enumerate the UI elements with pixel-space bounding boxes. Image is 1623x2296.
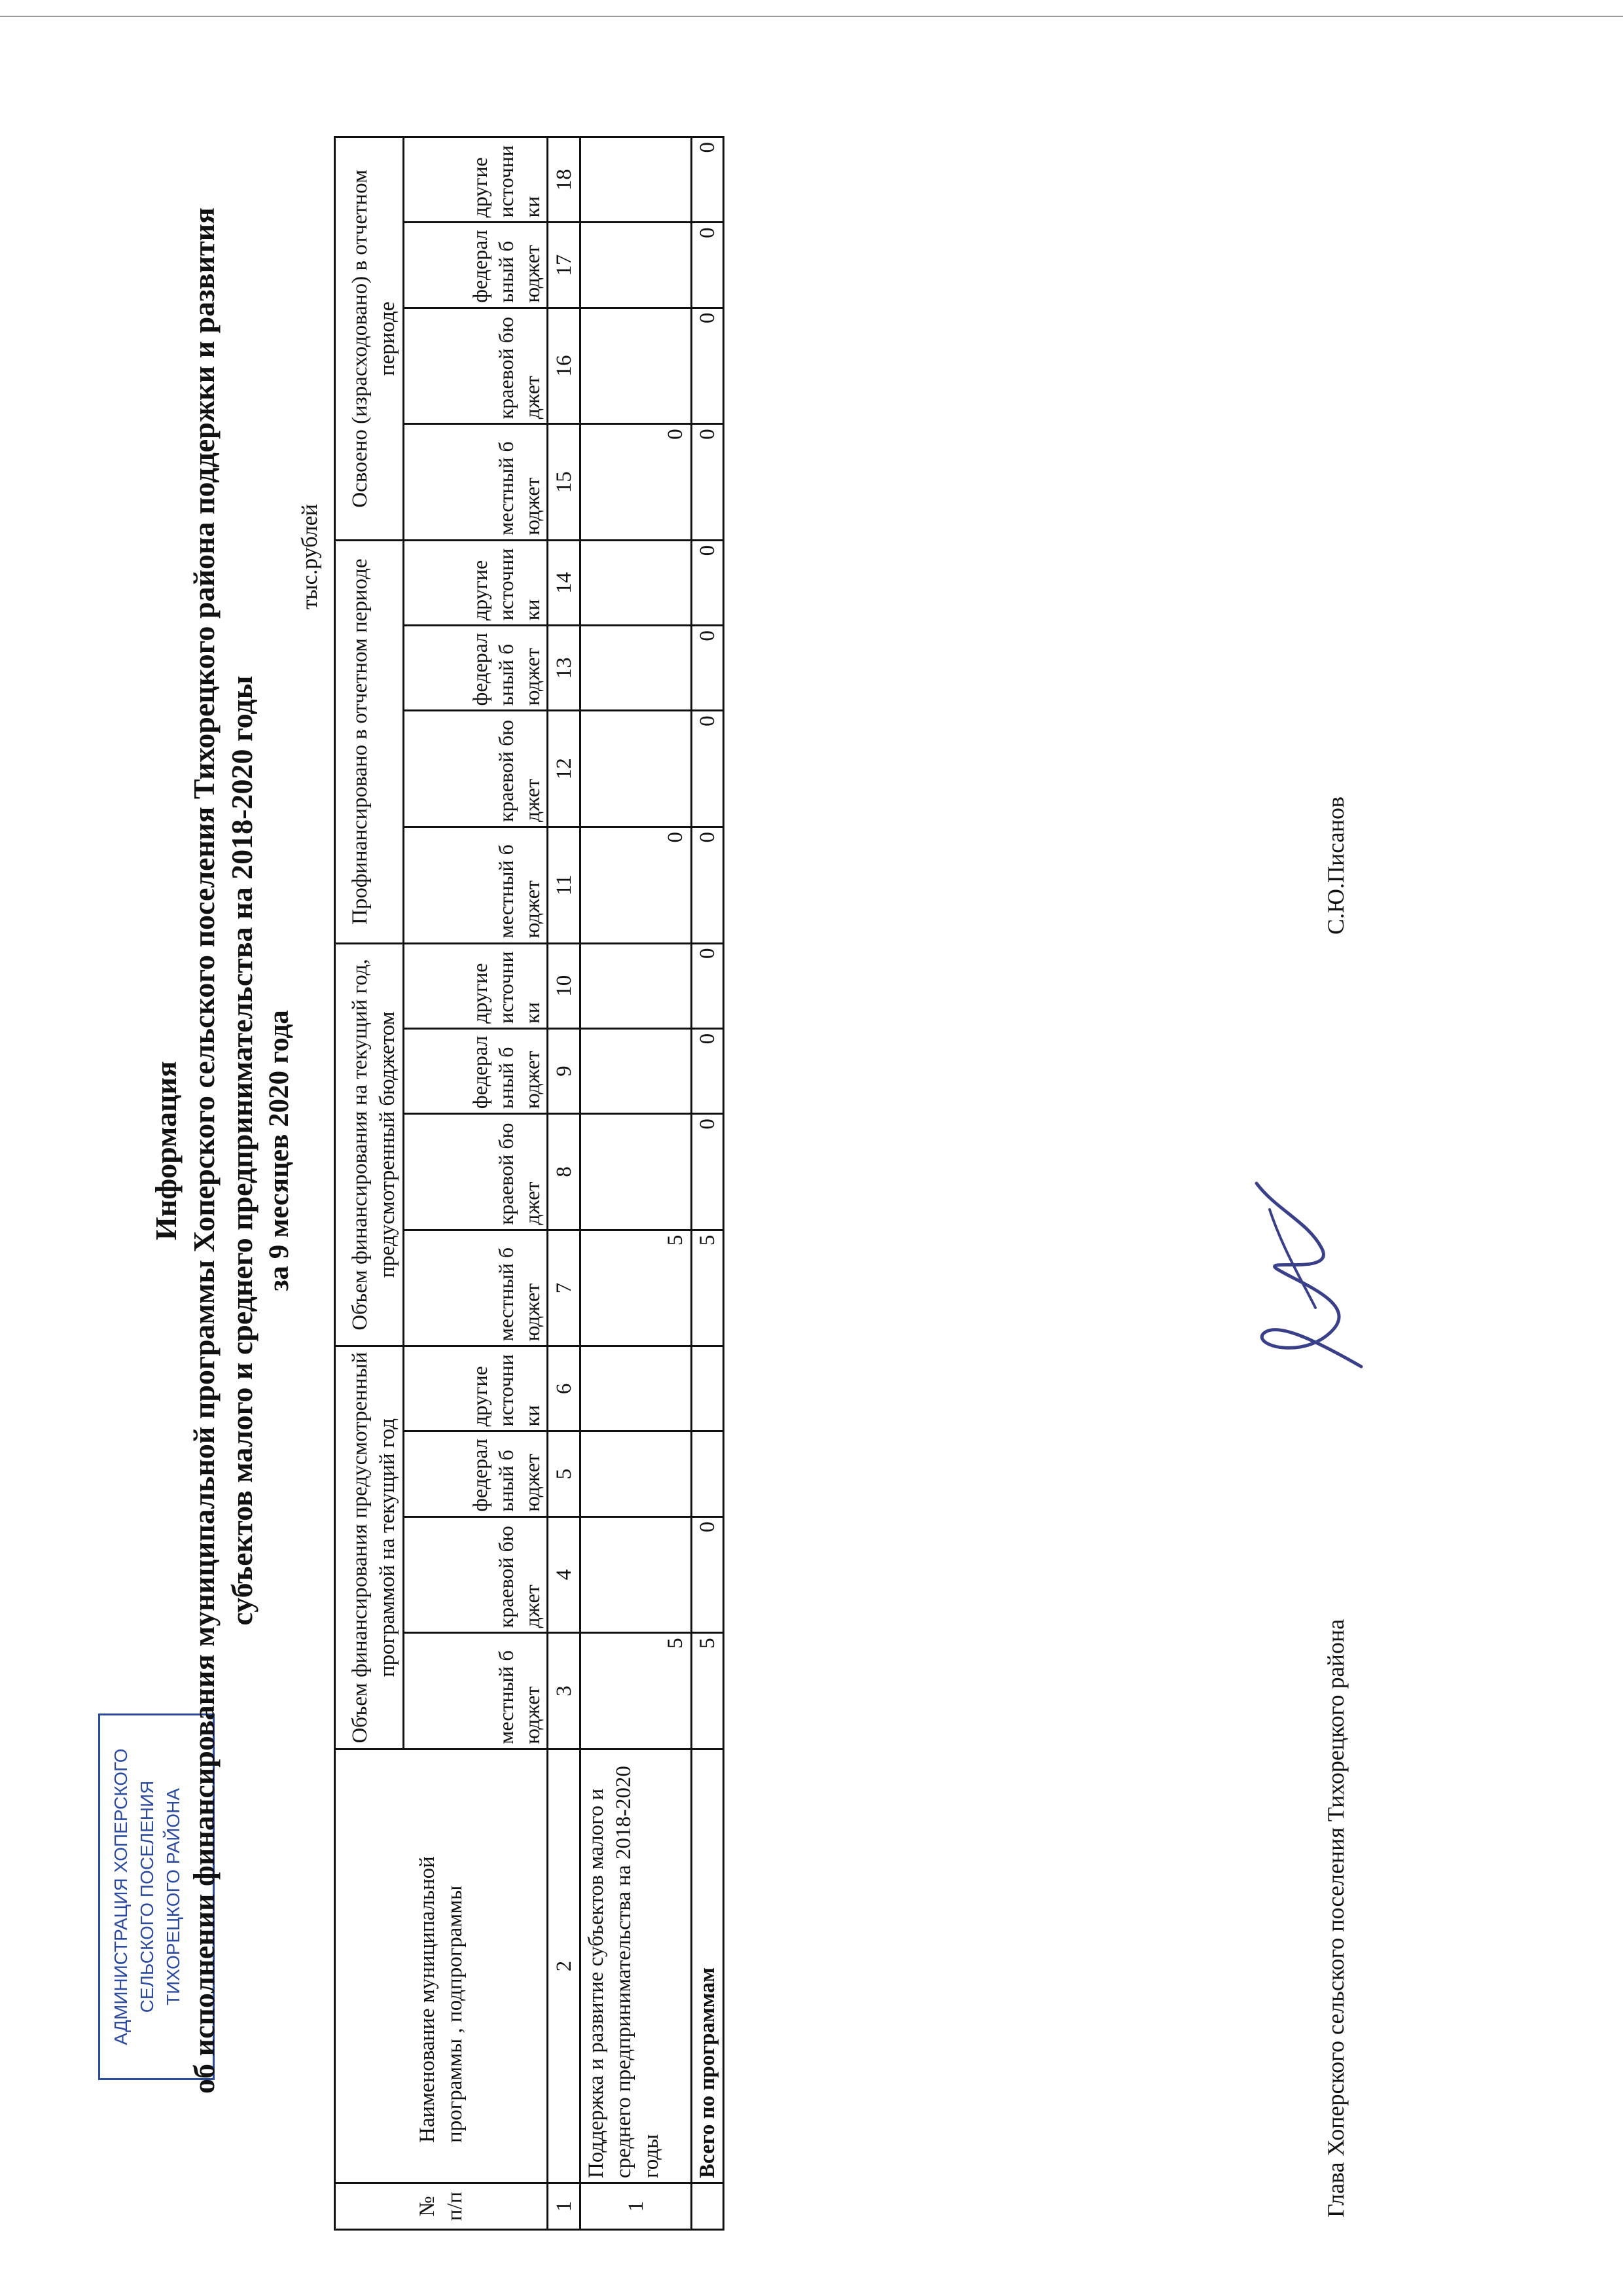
total-value-cell: 5 — [692, 1633, 724, 1749]
value-cell: 0 — [580, 827, 692, 943]
signatory-name: С.Ю.Писанов — [1323, 797, 1349, 935]
stamp-line-3: ТИХОРЕЦКОГО РАЙОНА — [163, 1787, 183, 2006]
signatory-position: Глава Хоперского сельского поселения Тихорецкого района — [1323, 1619, 1349, 2217]
total-value-cell: 0 — [692, 1114, 724, 1230]
value-cell — [580, 1028, 692, 1113]
column-number: 12 — [548, 711, 580, 827]
total-value-cell: 0 — [692, 308, 724, 424]
total-value-cell: 0 — [692, 223, 724, 308]
total-value-cell — [692, 1346, 724, 1431]
title-line-2: субъектов малого и среднего предпринимательства на 2018-2020 годы — [225, 675, 259, 1626]
total-value-cell: 0 — [692, 137, 724, 223]
title-line-1: об исполнении финансирования муниципальной программы Хоперского сельского поселения Тихорецкого района поддержки и развития — [187, 207, 221, 2094]
total-value-cell: 0 — [692, 711, 724, 827]
value-cell — [580, 137, 692, 223]
column-number: 17 — [548, 223, 580, 308]
total-value-cell: 0 — [692, 626, 724, 711]
document-title — [147, 31, 298, 2270]
header-group-budget: Объем финансирования на текущий год, предусмотренный бюджетом — [335, 943, 404, 1346]
sub-header: краевой бюджет — [404, 1516, 548, 1633]
header-group-financed: Профинансировано в отчетном периоде — [335, 540, 404, 943]
column-number: 14 — [548, 540, 580, 625]
column-number: 13 — [548, 626, 580, 711]
header-num: № п/п — [335, 2183, 548, 2229]
sub-header: краевой бюджет — [404, 308, 548, 424]
sub-header: другие источники — [404, 1346, 548, 1431]
sub-header: местный бюджет — [404, 424, 548, 541]
column-number: 15 — [548, 424, 580, 541]
value-cell: 5 — [580, 1633, 692, 1749]
column-number: 3 — [548, 1633, 580, 1749]
total-num-cell — [692, 2183, 724, 2229]
value-cell: 0 — [580, 424, 692, 541]
value-cell — [580, 308, 692, 424]
total-value-cell: 0 — [692, 943, 724, 1028]
financing-table-wrapper — [334, 71, 724, 2231]
total-row — [692, 137, 724, 2230]
sub-header: другие источники — [404, 540, 548, 625]
header-group-spent: Освоено (израсходовано) в отчетном периоде — [335, 137, 404, 541]
column-number: 7 — [548, 1230, 580, 1346]
header-group-planned: Объем финансирования предусмотренный программой на текущий год — [335, 1346, 404, 1749]
column-number: 10 — [548, 943, 580, 1028]
value-cell — [580, 1431, 692, 1516]
column-number: 1 — [548, 2183, 580, 2229]
handwritten-signature — [1237, 1170, 1381, 1380]
sub-header: местный бюджет — [404, 1230, 548, 1346]
stamp-line-1: АДМИНИСТРАЦИЯ ХОПЕРСКОГО — [111, 1748, 131, 2045]
financing-table — [334, 136, 724, 2231]
stamp-line-2: СЕЛЬСКОГО ПОСЕЛЕНИЯ — [137, 1780, 157, 2013]
row-number: 1 — [580, 2183, 692, 2229]
column-number: 4 — [548, 1516, 580, 1633]
value-cell — [580, 1114, 692, 1230]
header-program-name: Наименование муниципальной программы , подпрограммы — [335, 1749, 548, 2183]
sub-header: федеральный бюджет — [404, 626, 548, 711]
total-value-cell: 5 — [692, 1230, 724, 1346]
title-main: Информация — [149, 1061, 183, 1240]
value-cell — [580, 540, 692, 625]
total-value-cell — [692, 1431, 724, 1516]
total-value-cell: 0 — [692, 540, 724, 625]
column-number: 18 — [548, 137, 580, 223]
value-cell — [580, 1346, 692, 1431]
column-number: 6 — [548, 1346, 580, 1431]
title-period: за 9 месяцев 2020 года — [264, 1010, 294, 1291]
total-value-cell: 0 — [692, 1028, 724, 1113]
column-number: 8 — [548, 1114, 580, 1230]
units-label: тыс.рублей — [298, 504, 322, 610]
value-cell — [580, 1516, 692, 1633]
column-number-row — [548, 137, 580, 2230]
value-cell — [580, 943, 692, 1028]
table-row — [580, 137, 692, 2230]
sub-header: другие источники — [404, 943, 548, 1028]
value-cell: 5 — [580, 1230, 692, 1346]
sub-header: федеральный бюджет — [404, 223, 548, 308]
program-name: Поддержка и развитие субъектов малого и среднего предпринимательства на 2018-2020 годы — [580, 1749, 692, 2183]
total-value-cell: 0 — [692, 827, 724, 943]
value-cell — [580, 711, 692, 827]
total-label: Всего по программам — [692, 1749, 724, 2183]
column-number: 9 — [548, 1028, 580, 1113]
column-number: 5 — [548, 1431, 580, 1516]
sub-header: федеральный бюджет — [404, 1431, 548, 1516]
column-number: 2 — [548, 1749, 580, 2183]
value-cell — [580, 223, 692, 308]
sub-header: федеральный бюджет — [404, 1028, 548, 1113]
sub-header: краевой бюджет — [404, 1114, 548, 1230]
sub-header: другие источники — [404, 137, 548, 223]
column-number: 11 — [548, 827, 580, 943]
column-number: 16 — [548, 308, 580, 424]
sub-header: местный бюджет — [404, 1633, 548, 1749]
total-value-cell: 0 — [692, 424, 724, 541]
sub-header: местный бюджет — [404, 827, 548, 943]
sub-header: краевой бюджет — [404, 711, 548, 827]
total-value-cell: 0 — [692, 1516, 724, 1633]
value-cell — [580, 626, 692, 711]
